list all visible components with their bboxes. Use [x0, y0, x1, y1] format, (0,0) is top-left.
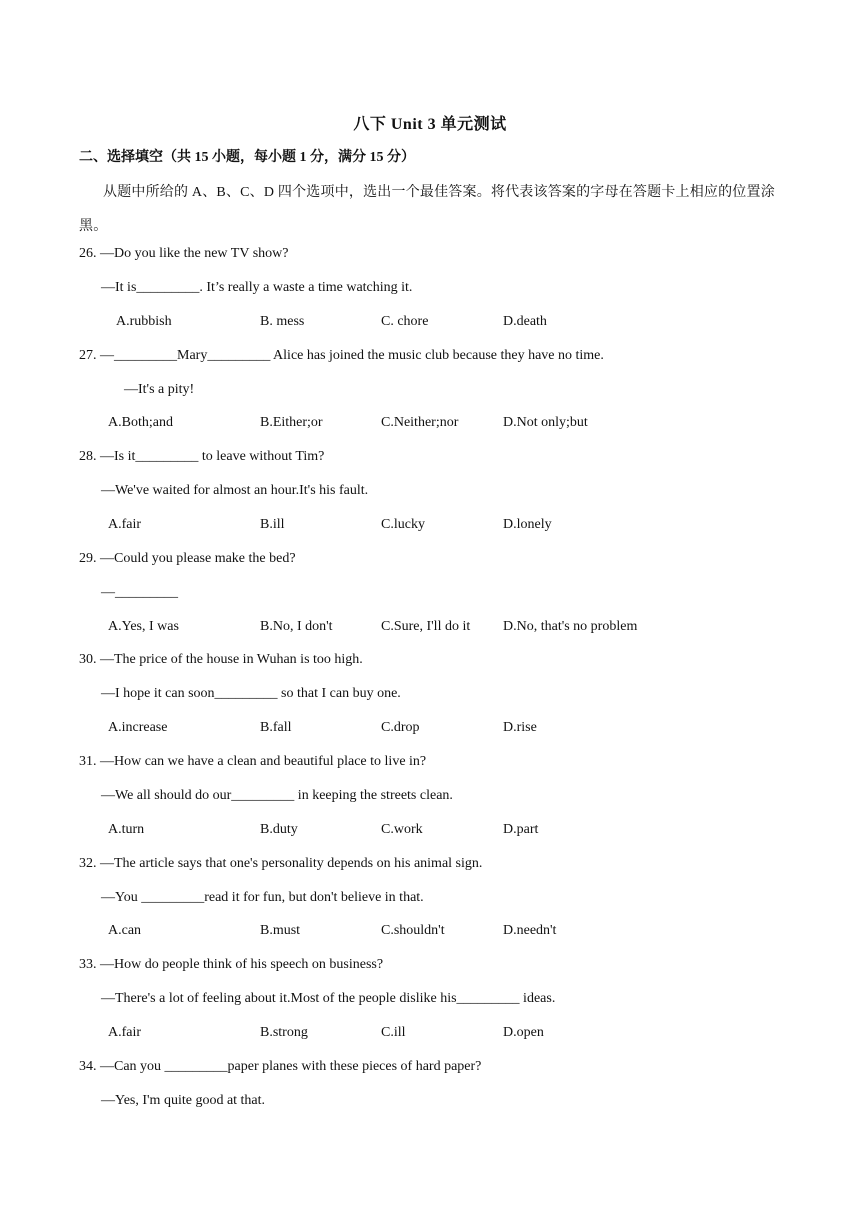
answer-option: C. chore	[381, 313, 429, 329]
question-prompt: 27. —_________Mary_________ Alice has joined the music club because they have no time.	[79, 347, 604, 363]
answer-option: A.rubbish	[116, 313, 172, 329]
answer-option: D.No, that's no problem	[503, 618, 638, 634]
question-prompt: 32. —The article says that one's personality depends on his animal sign.	[79, 855, 483, 871]
answer-option: B.fall	[260, 720, 292, 736]
answer-option: D.open	[503, 1025, 544, 1040]
question-reply: —It's a pity!	[124, 381, 195, 397]
answer-option: B.ill	[260, 517, 285, 532]
answer-option: D.Not only;but	[503, 415, 588, 431]
answer-option: A.Both;and	[108, 415, 173, 431]
answer-option: C.shouldn't	[381, 923, 445, 939]
question-reply: —You _________read it for fun, but don't believe in that.	[101, 889, 424, 905]
question-prompt: 31. —How can we have a clean and beautiful place to live in?	[79, 754, 427, 769]
question-prompt: 29. —Could you please make the bed?	[79, 550, 296, 566]
question-reply: —Yes, I'm quite good at that.	[101, 1092, 266, 1108]
answer-option: C.Sure, I'll do it	[381, 618, 471, 634]
answer-option: B. mess	[260, 313, 305, 329]
answer-option: C.ill	[381, 1025, 406, 1040]
answer-option: A.turn	[108, 821, 145, 837]
question-reply: —It is_________. It’s really a waste a time watching it.	[101, 279, 413, 295]
answer-option: D.rise	[503, 720, 537, 736]
question-reply: —We've waited for almost an hour.It's his fault.	[101, 483, 369, 499]
answer-option: B.strong	[260, 1025, 308, 1040]
question-reply: —We all should do our_________ in keeping the streets clean.	[101, 787, 453, 803]
answer-option: D.death	[503, 313, 547, 329]
answer-option: B.No, I don't	[260, 618, 333, 634]
answer-option: D.part	[503, 821, 539, 837]
question-reply: —_________	[101, 584, 178, 600]
answer-option: C.drop	[381, 720, 420, 736]
question-reply: —I hope it can soon_________ so that I can buy one.	[101, 686, 401, 702]
question-prompt: 34. —Can you _________paper planes with these pieces of hard paper?	[79, 1058, 482, 1074]
answer-option: B.duty	[260, 821, 298, 837]
question-reply: —There's a lot of feeling about it.Most of the people dislike his_________ ideas.	[101, 991, 556, 1007]
question-prompt: 30. —The price of the house in Wuhan is too high.	[79, 652, 363, 668]
answer-option: A.increase	[108, 720, 168, 736]
answer-option: A.can	[108, 923, 142, 939]
section-heading: 二、选择填空（共 15 小题，每小题 1 分，满分 15 分）	[79, 150, 415, 165]
answer-option: C.lucky	[381, 517, 425, 532]
answer-option: B.must	[260, 923, 301, 939]
question-prompt: 33. —How do people think of his speech on business?	[79, 957, 384, 973]
answer-option: D.lonely	[503, 517, 552, 532]
answer-option: A.fair	[108, 517, 142, 532]
answer-option: A.fair	[108, 1025, 142, 1040]
answer-option: D.needn't	[503, 923, 557, 939]
page-title: 八下 Unit 3 单元测试	[353, 116, 507, 133]
answer-option: A.Yes, I was	[108, 618, 179, 634]
answer-option: B.Either;or	[260, 415, 323, 431]
question-prompt: 28. —Is it_________ to leave without Tim?	[79, 449, 325, 465]
answer-option: C.Neither;nor	[381, 415, 459, 431]
instructions: 从题中所给的 A、B、C、D 四个选项中，选出一个最佳答案。将代表该答案的字母在答题卡上相应的位置涂黑。	[79, 185, 775, 234]
question-prompt: 26. —Do you like the new TV show?	[79, 246, 289, 261]
answer-option: C.work	[381, 821, 423, 837]
